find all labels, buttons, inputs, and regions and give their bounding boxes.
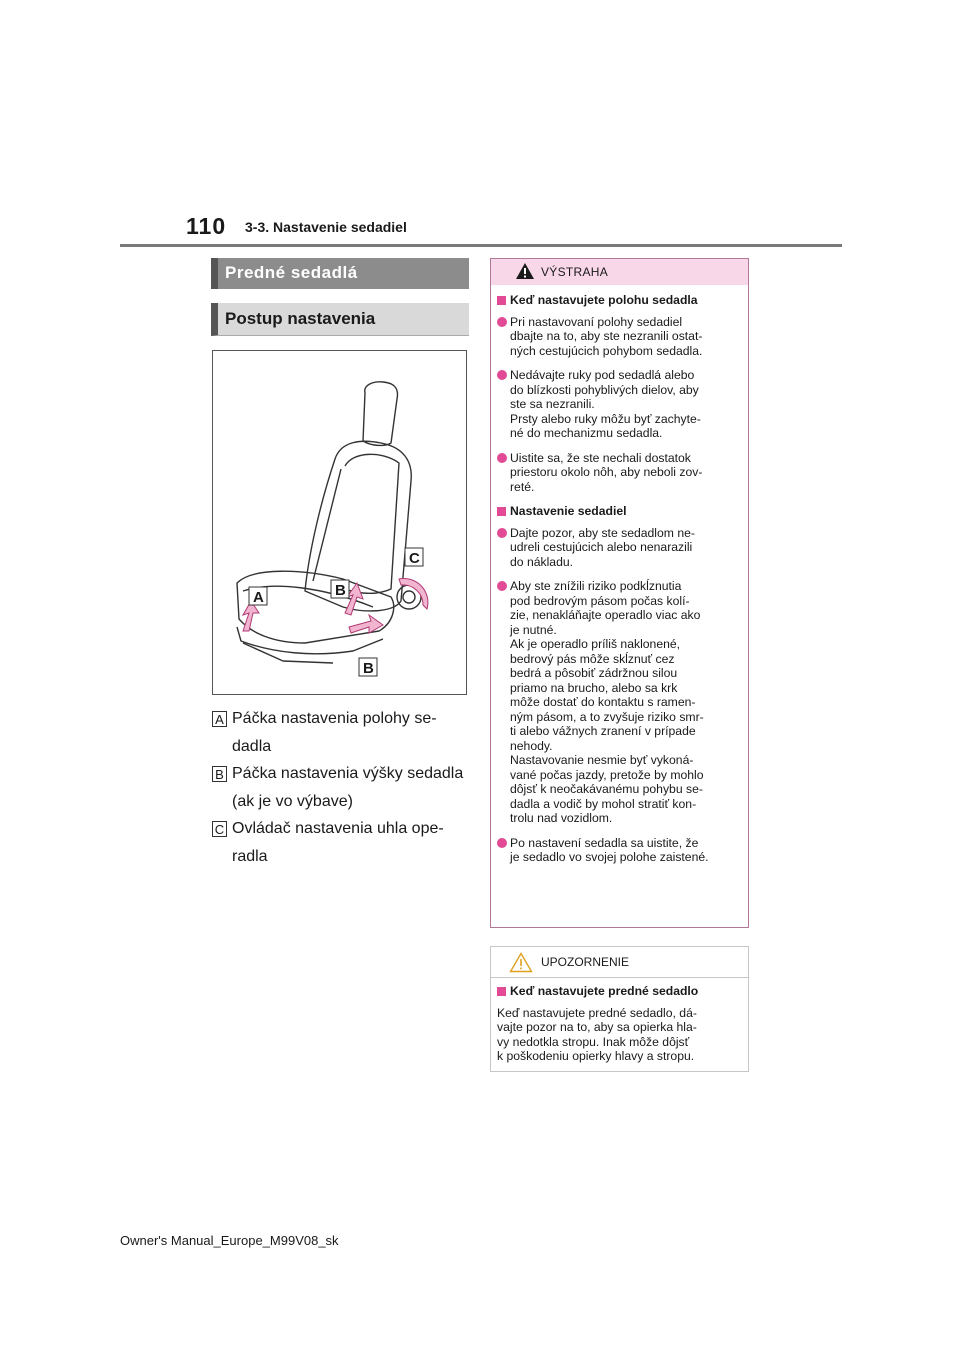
bullet-line: né do mechanizmu sedadla. xyxy=(510,426,663,440)
bullet-line: priestoru okolo nôh, aby neboli zov- xyxy=(510,465,703,479)
bullet-line: Dajte pozor, aby ste sedadlom ne- xyxy=(510,525,695,540)
circle-bullet-icon xyxy=(497,453,507,463)
warning-section-title: Keď nastavujete polohu sedadla xyxy=(510,293,698,307)
legend-text: radla xyxy=(232,848,268,865)
figure-label-c: C xyxy=(409,550,420,567)
bullet-line: zie, nenakláňajte operadlo viac ako xyxy=(510,608,701,622)
warning-bullet xyxy=(497,579,745,826)
legend-text: (ak je vo výbave) xyxy=(232,793,353,810)
page-number: 110 xyxy=(186,213,227,239)
warning-header xyxy=(491,259,748,285)
legend-item-a xyxy=(212,705,472,761)
circle-bullet-icon xyxy=(497,581,507,591)
bullet-line: je nutné. xyxy=(510,622,557,637)
arrow-b-down xyxy=(349,615,383,633)
legend-item-b xyxy=(212,760,472,816)
heading-title: Predné sedadlá xyxy=(225,263,358,282)
bullet-line: Pri nastavovaní polohy sedadiel xyxy=(510,314,683,329)
figure-label-b-bottom: B xyxy=(363,660,374,677)
legend-text: dadla xyxy=(232,738,272,755)
bullet-line: Nastavovanie nesmie byť vykoná- xyxy=(510,753,694,767)
bullet-line: Po nastavení sedadla sa uistite, že xyxy=(510,835,699,850)
legend-text: Ovládač nastavenia uhla ope- xyxy=(232,820,444,837)
footer-text: Owner's Manual_Europe_M99V08_sk xyxy=(120,1233,339,1248)
bullet-line: vané počas jazdy, pretože by mohlo xyxy=(510,767,704,782)
bullet-line: Ak je operadlo príliš naklonené, xyxy=(510,637,681,651)
warning-bullet xyxy=(497,315,745,359)
bullet-line: ných cestujúcich pohybom sedadla. xyxy=(510,343,703,358)
figure-label-a: A xyxy=(253,589,264,606)
notice-line: vajte pozor na to, aby sa opierka hla- xyxy=(497,1020,697,1034)
bullet-line: trolu nad vozidlom. xyxy=(510,811,613,825)
header-rule xyxy=(120,244,842,247)
bullet-line: Nedávajte ruky pod sedadlá alebo xyxy=(510,368,695,382)
bullet-line: dôjsť k neočakávanému pohybu se- xyxy=(510,782,703,796)
square-bullet-icon xyxy=(497,296,506,305)
bullet-line: Prsty alebo ruky môžu byť zachyte- xyxy=(510,411,701,426)
square-bullet-icon xyxy=(497,507,506,516)
bullet-line: pod bedrovým pásom počas kolí- xyxy=(510,593,690,608)
bullet-line: reté. xyxy=(510,479,535,494)
warning-bullet xyxy=(497,836,745,865)
bullet-line: je sedadlo vo svojej polohe zaistené. xyxy=(510,850,709,864)
notice-label: UPOZORNENIE xyxy=(541,955,630,969)
bullet-line: do blízkosti pohyblivých dielov, aby xyxy=(510,382,699,397)
figure-label-b-top: B xyxy=(335,582,346,599)
bullet-line: priamo na brucho, alebo sa krk xyxy=(510,680,678,695)
bullet-line: ným pásom, a to zvyšuje riziko smr- xyxy=(510,709,704,724)
warning-section xyxy=(497,293,745,494)
bullet-line: do nákladu. xyxy=(510,554,574,569)
bullet-line: nehody. xyxy=(510,738,553,753)
subheading-title: Postup nastavenia xyxy=(225,309,376,328)
notice-header xyxy=(491,947,748,978)
bullet-line: bedrá a pôsobiť zádržnou silou xyxy=(510,666,678,680)
square-bullet-icon xyxy=(497,987,506,996)
seat-drawing xyxy=(213,351,466,694)
notice-line: Keď nastavujete predné sedadlo, dá- xyxy=(497,1005,697,1020)
section-title: 3-3. Nastavenie sedadiel xyxy=(245,219,407,235)
warning-bullet xyxy=(497,368,745,441)
heading-bar xyxy=(211,258,469,289)
warning-label: VÝSTRAHA xyxy=(541,265,609,279)
legend-text: Páčka nastavenia výšky sedadla xyxy=(232,765,464,782)
legend-key-c: C xyxy=(212,821,227,837)
warning-bullet xyxy=(497,526,745,570)
circle-bullet-icon xyxy=(497,528,507,538)
warning-triangle-icon xyxy=(515,262,535,280)
warning-section-title: Nastavenie sedadiel xyxy=(510,504,627,518)
legend-text: Páčka nastavenia polohy se- xyxy=(232,710,437,727)
notice-line: vy nedotkla stropu. Inak môže dôjsť xyxy=(497,1034,690,1049)
notice-title: Keď nastavujete predné sedadlo xyxy=(510,984,699,998)
notice-line: k poškodeniu opierky hlavy a stropu. xyxy=(497,1049,695,1063)
subheading-bar xyxy=(211,303,469,336)
circle-bullet-icon xyxy=(497,838,507,848)
circle-bullet-icon xyxy=(497,370,507,380)
legend-item-c xyxy=(212,815,472,871)
bullet-line: ti alebo vážnych zranení v prípade xyxy=(510,724,696,738)
bullet-line: dadla a vodič by mohol stratiť kon- xyxy=(510,796,697,811)
bullet-line: udreli cestujúcich alebo nenarazili xyxy=(510,540,693,554)
bullet-line: môže dostať do kontaktu s ramen- xyxy=(510,695,696,709)
seat-illustration xyxy=(212,350,467,695)
warning-section xyxy=(497,504,745,865)
bullet-line: Uistite sa, že ste nechali dostatok xyxy=(510,450,691,465)
notice-body xyxy=(497,984,745,1064)
circle-bullet-icon xyxy=(497,317,507,327)
bullet-line: dbajte na to, aby ste nezranili ostat- xyxy=(510,329,703,343)
legend-key-a: A xyxy=(212,711,227,727)
bullet-line: Aby ste znížili riziko podkĺznutia xyxy=(510,579,682,593)
legend-key-b: B xyxy=(212,766,227,782)
warning-bullet xyxy=(497,451,745,495)
bullet-line: ste sa nezranili. xyxy=(510,397,595,411)
caution-triangle-icon xyxy=(509,952,533,973)
bullet-line: bedrový pás môže skĺznuť cez xyxy=(510,651,675,666)
warning-body xyxy=(497,293,745,875)
